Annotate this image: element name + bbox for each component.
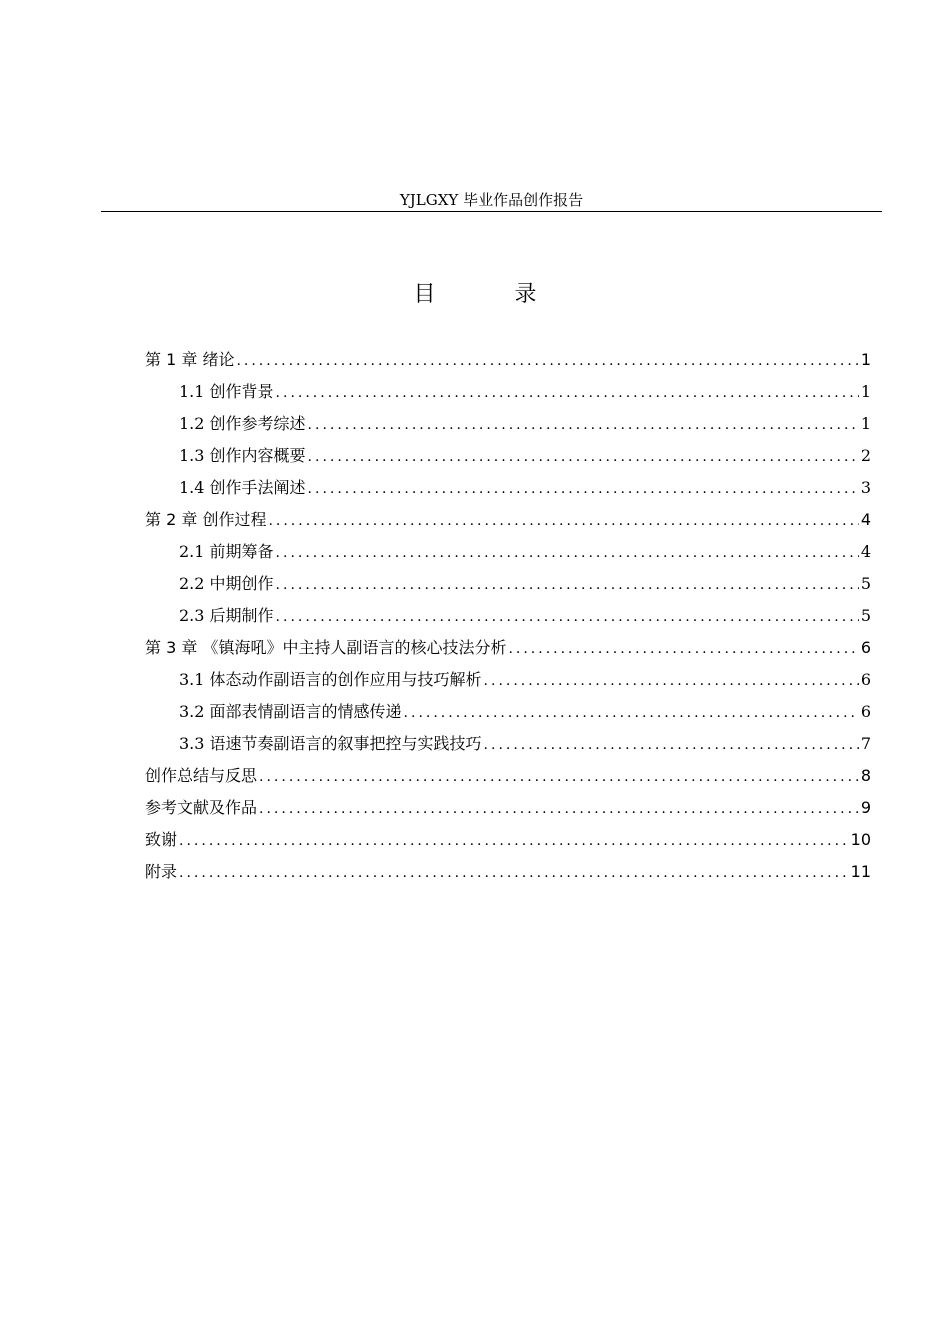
toc-entry-page: 6	[860, 670, 871, 689]
toc-entry[interactable]	[145, 632, 871, 664]
toc-entry-page: 2	[860, 446, 871, 465]
toc-entry-text: 3.2 面部表情副语言的情感传递	[179, 702, 402, 721]
toc-entry-page: 1	[860, 350, 871, 369]
toc-entry[interactable]	[145, 664, 871, 696]
toc-entry-page: 3	[860, 478, 871, 497]
toc-entry-page: 5	[860, 606, 871, 625]
toc-entry[interactable]	[145, 568, 871, 600]
toc-entry-text: 1.4 创作手法阐述	[179, 478, 306, 497]
toc-entry-page: 5	[860, 574, 871, 593]
toc-entry-page: 6	[860, 638, 871, 657]
toc-leader	[276, 377, 859, 409]
toc-entry[interactable]	[145, 536, 871, 568]
toc-leader	[484, 665, 859, 697]
toc-leader	[259, 761, 859, 793]
toc-leader	[308, 473, 859, 505]
toc-entry-text: 致谢	[145, 830, 178, 849]
toc-entry-text: 1.2 创作参考综述	[179, 414, 306, 433]
toc-entry[interactable]	[145, 856, 871, 888]
toc-entry-page: 4	[860, 542, 871, 561]
toc-entry-text: 第 2 章 创作过程	[145, 510, 267, 529]
toc-entry-text: 第 1 章 绪论	[145, 350, 235, 369]
toc-entry[interactable]	[145, 376, 871, 408]
toc-entry-text: 2.1 前期筹备	[179, 542, 274, 561]
toc-entry[interactable]	[145, 792, 871, 824]
toc-entry[interactable]	[145, 344, 871, 376]
toc-entry-page: 6	[860, 702, 871, 721]
toc-entry-page: 11	[850, 862, 871, 881]
header-rule	[101, 211, 882, 212]
toc-list	[145, 344, 871, 888]
toc-entry[interactable]	[145, 824, 871, 856]
toc-leader	[236, 345, 858, 377]
toc-leader	[484, 729, 859, 761]
toc-leader	[276, 569, 859, 601]
toc-entry[interactable]	[145, 760, 871, 792]
toc-leader	[508, 633, 858, 665]
toc-leader	[308, 409, 859, 441]
toc-entry[interactable]	[145, 408, 871, 440]
toc-entry[interactable]	[145, 696, 871, 728]
toc-entry-text: 1.1 创作背景	[179, 382, 274, 401]
toc-leader	[179, 825, 849, 857]
toc-entry-text: 第 3 章 《镇海吼》中主持人副语言的核心技法分析	[145, 638, 507, 657]
toc-entry-page: 10	[850, 830, 871, 849]
toc-entry-page: 8	[860, 766, 871, 785]
toc-entry-text: 3.3 语速节奏副语言的叙事把控与实践技巧	[179, 734, 482, 753]
toc-entry[interactable]	[145, 728, 871, 760]
toc-entry[interactable]	[145, 472, 871, 504]
toc-entry-text: 1.3 创作内容概要	[179, 446, 306, 465]
toc-entry-page: 1	[860, 382, 871, 401]
toc-entry-text: 参考文献及作品	[145, 798, 258, 817]
toc-leader	[259, 793, 859, 825]
toc-entry-page: 1	[860, 414, 871, 433]
toc-leader	[404, 697, 859, 729]
toc-entry[interactable]	[145, 504, 871, 536]
toc-title: 目 录	[413, 282, 573, 307]
toc-entry-page: 9	[860, 798, 871, 817]
toc-leader	[276, 601, 859, 633]
toc-entry-page: 7	[860, 734, 871, 753]
toc-entry-text: 创作总结与反思	[145, 766, 258, 785]
toc-entry-text: 2.3 后期制作	[179, 606, 274, 625]
toc-leader	[268, 505, 858, 537]
toc-entry-page: 4	[860, 510, 871, 529]
toc-leader	[308, 441, 859, 473]
toc-leader	[179, 857, 849, 889]
toc-entry[interactable]	[145, 440, 871, 472]
toc-entry[interactable]	[145, 600, 871, 632]
running-header: YJLGXY 毕业作品创作报告	[399, 191, 584, 209]
toc-entry-text: 3.1 体态动作副语言的创作应用与技巧解析	[179, 670, 482, 689]
toc-leader	[276, 537, 859, 569]
toc-entry-text: 2.2 中期创作	[179, 574, 274, 593]
toc-entry-text: 附录	[145, 862, 178, 881]
